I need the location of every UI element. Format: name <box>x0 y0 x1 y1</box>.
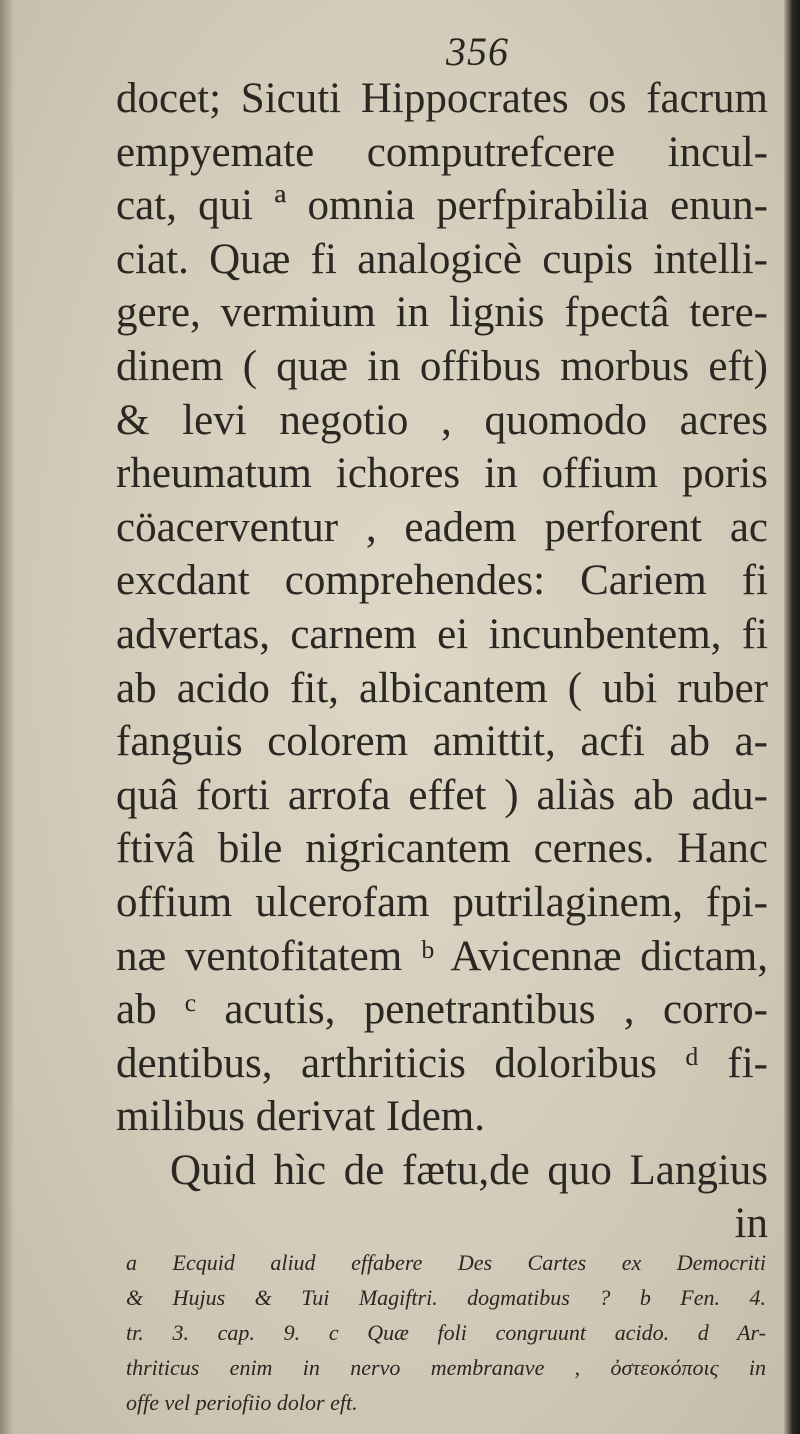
text-line: cöacerventur , eadem perforent ac <box>116 503 768 551</box>
text-line: gere, vermium in lignis fpectâ tere- <box>116 289 768 337</box>
text-line: ftivâ bile nigricantem cernes. Hanc <box>116 825 768 873</box>
text-line: næ ventofitatem ᵇ Avicennæ dictam, <box>116 932 768 980</box>
text-line: quâ forti arrofa effet ) aliàs ab adu- <box>116 771 768 819</box>
paragraph-start-line: Quid hìc de fætu,de quo Langius <box>170 1146 768 1194</box>
text-line: advertas, carnem ei incunbentem, fi <box>116 610 768 658</box>
text-line: ab ᶜ acutis, penetrantibus , corro- <box>116 986 768 1034</box>
text-line: & levi negotio , quomodo acres <box>116 396 768 444</box>
text-line: excdant comprehendes: Cariem fi <box>116 557 768 605</box>
footnote-line: tr. 3. cap. 9. c Quæ foli congruunt acido. d Ar- <box>126 1320 766 1345</box>
text-line: ciat. Quæ fi analogicè cupis intelli- <box>116 235 768 283</box>
footnote-line: & Hujus & Tui Magiftri. dogmatibus ? b Fen. 4. <box>126 1285 766 1310</box>
text-line: docet; Sicuti Hippocrates os facrum <box>116 75 768 122</box>
footnote-line: thriticus enim in nervo membranave , ὀστεοκόποις in <box>126 1355 766 1380</box>
catchword: in <box>734 1200 768 1248</box>
text-line: fanguis colorem amittit, acfi ab a- <box>116 718 768 766</box>
footnotes <box>126 1245 766 1420</box>
text-line: dentibus, arthriticis doloribus ᵈ fi- <box>116 1039 768 1087</box>
text-line: ab acido fit, albicantem ( ubi ruber <box>116 664 768 712</box>
text-line: empyemate computrefcere incul- <box>116 128 768 176</box>
text-line: offium ulcerofam putrilaginem, fpi- <box>116 878 768 926</box>
footnote-line: a Ecquid aliud effabere Des Cartes ex Democriti <box>126 1250 766 1275</box>
text-line: cat, qui ª omnia perfpirabilia enun- <box>116 182 768 230</box>
footnote-line: offe vel periofiio dolor eft. <box>126 1390 358 1415</box>
text-line: dinem ( quæ in offibus morbus eft) <box>116 342 768 390</box>
text-line: milibus derivat Idem. <box>116 1093 486 1141</box>
page-edge-shadow <box>784 0 800 1434</box>
text-line: rheumatum ichores in offium poris <box>116 450 768 498</box>
page-gutter-shadow <box>0 0 14 1434</box>
main-text-block <box>116 72 768 1251</box>
page-number: 356 <box>446 29 509 74</box>
